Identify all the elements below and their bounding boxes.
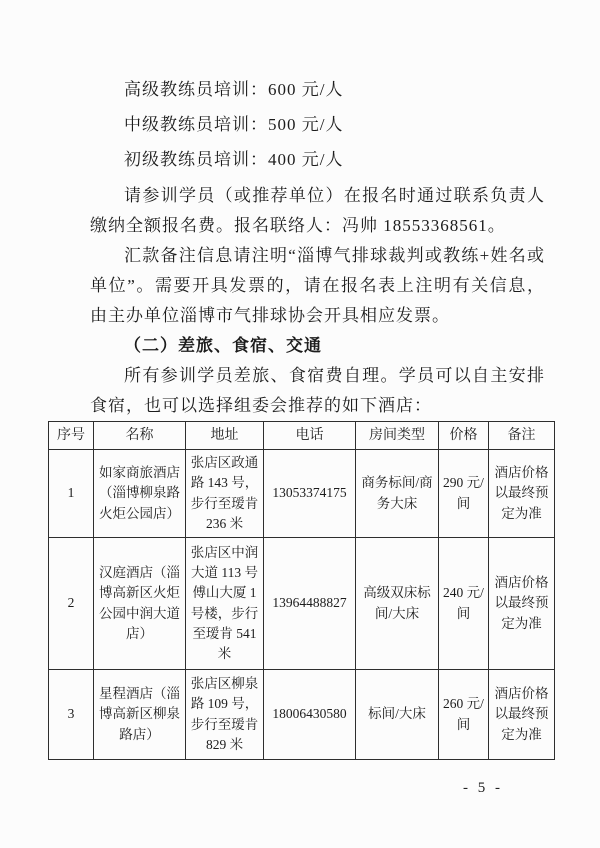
cell-hotel-name: 汉庭酒店（淄博高新区火炬公园中润大道店） bbox=[94, 538, 186, 670]
table-row bbox=[49, 670, 555, 760]
cell-room-type: 高级双床标间/大床 bbox=[356, 538, 439, 670]
fee-line-intermediate-coach: 中级教练员培训：500 元/人 bbox=[124, 115, 344, 134]
cell-phone: 18006430580 bbox=[264, 670, 356, 760]
page-number: - 5 - bbox=[463, 780, 503, 796]
paragraph-travel: 所有参训学员差旅、食宿费自理。学员可以自主安排食宿，也可以选择组委会推荐的如下酒店： bbox=[90, 366, 545, 415]
cell-index: 2 bbox=[49, 538, 94, 670]
paragraph-payment: 请参训学员（或推荐单位）在报名时通过联系负责人缴纳全额报名费。报名联络人：冯帅 18553368561。 bbox=[90, 186, 545, 235]
fee-line-junior-coach: 初级教练员培训：400 元/人 bbox=[124, 150, 344, 169]
cell-index: 3 bbox=[49, 670, 94, 760]
cell-price: 240 元/间 bbox=[439, 538, 489, 670]
table-header-row bbox=[49, 422, 555, 450]
table-row bbox=[49, 538, 555, 670]
paragraph-remit-note: 汇款备注信息请注明“淄博气排球裁判或教练+姓名或单位”。需要开具发票的，请在报名表上注明有关信息，由主办单位淄博市气排球协会开具相应发票。 bbox=[90, 246, 545, 325]
header-address: 地址 bbox=[186, 422, 264, 450]
cell-hotel-name: 星程酒店（淄博高新区柳泉路店） bbox=[94, 670, 186, 760]
header-note: 备注 bbox=[489, 422, 555, 450]
cell-address: 张店区政通路 143 号，步行至瑷肯 236 米 bbox=[186, 450, 264, 538]
cell-hotel-name: 如家商旅酒店（淄博柳泉路火炬公园店） bbox=[94, 450, 186, 538]
cell-note: 酒店价格以最终预定为准 bbox=[489, 670, 555, 760]
table-row bbox=[49, 450, 555, 538]
fee-list bbox=[90, 72, 545, 177]
cell-index: 1 bbox=[49, 450, 94, 538]
cell-phone: 13964488827 bbox=[264, 538, 356, 670]
cell-price: 290 元/间 bbox=[439, 450, 489, 538]
cell-note: 酒店价格以最终预定为准 bbox=[489, 538, 555, 670]
header-room-type: 房间类型 bbox=[356, 422, 439, 450]
header-phone: 电话 bbox=[264, 422, 356, 450]
fee-line-senior-coach: 高级教练员培训：600 元/人 bbox=[124, 80, 344, 99]
cell-room-type: 商务标间/商务大床 bbox=[356, 450, 439, 538]
cell-address: 张店区中润大道 113 号傅山大厦 1 号楼，步行至瑷肯 541 米 bbox=[186, 538, 264, 670]
document-body bbox=[90, 72, 545, 421]
cell-room-type: 标间/大床 bbox=[356, 670, 439, 760]
cell-price: 260 元/间 bbox=[439, 670, 489, 760]
cell-phone: 13053374175 bbox=[264, 450, 356, 538]
header-price: 价格 bbox=[439, 422, 489, 450]
hotel-table bbox=[48, 421, 555, 760]
cell-note: 酒店价格以最终预定为准 bbox=[489, 450, 555, 538]
header-name: 名称 bbox=[94, 422, 186, 450]
header-index: 序号 bbox=[49, 422, 94, 450]
cell-address: 张店区柳泉路 109 号，步行至瑷肯 829 米 bbox=[186, 670, 264, 760]
section-heading-travel: （二）差旅、食宿、交通 bbox=[124, 336, 322, 355]
